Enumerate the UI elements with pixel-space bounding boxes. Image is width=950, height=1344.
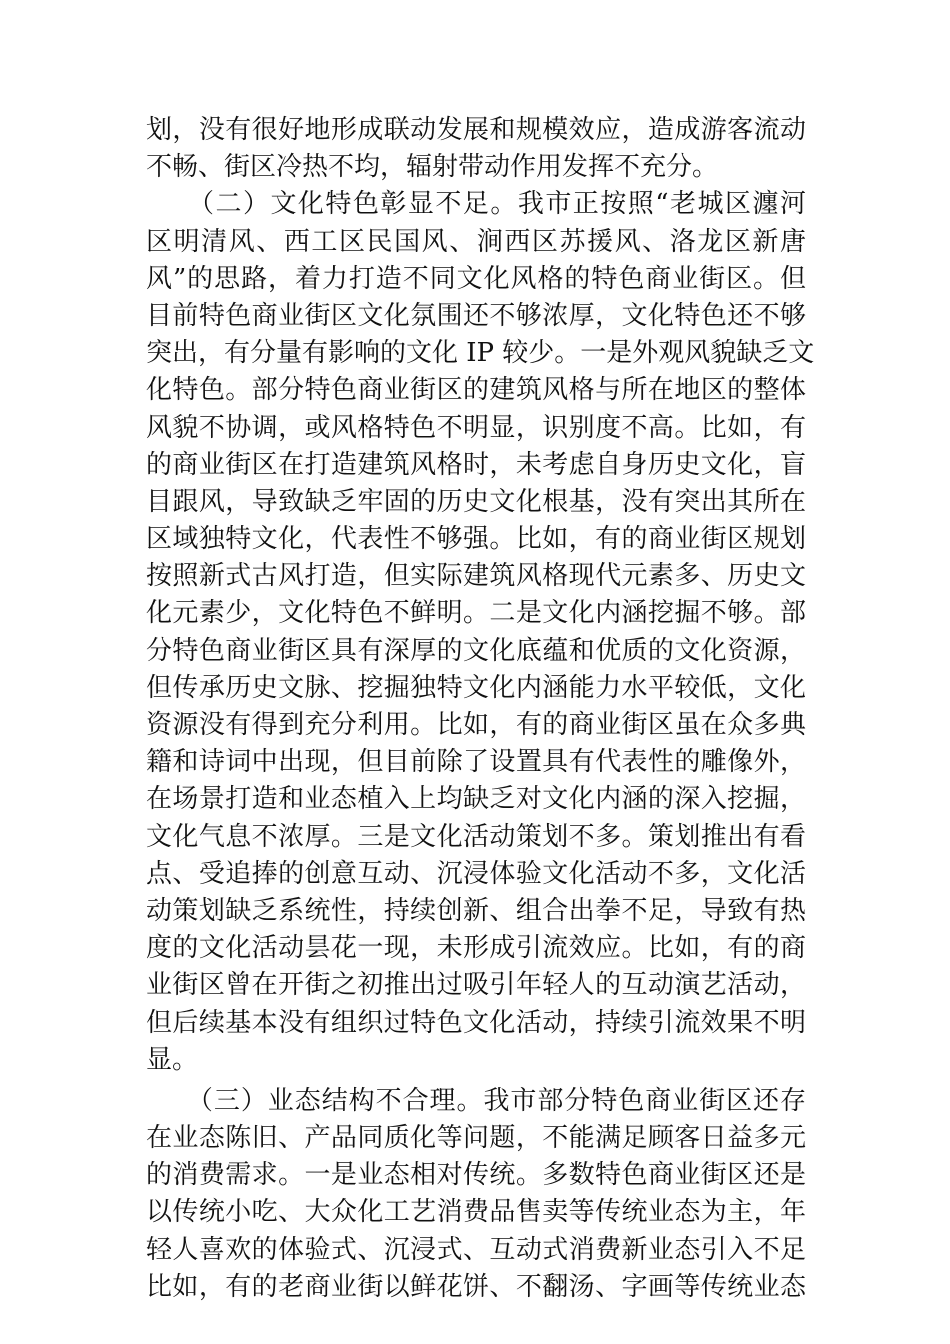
text-line: 目前特色商业街区文化氛围还不够浓厚，文化特色还不够 [146, 300, 806, 331]
body-text [146, 112, 815, 1306]
text-line: 在业态陈旧、产品同质化等问题，不能满足顾客日益多元 [146, 1123, 806, 1154]
text-line: 目跟风，导致缺乏牢固的历史文化根基，没有突出其所在 [146, 486, 806, 517]
text-line: 的商业街区在打造建筑风格时，未考虑自身历史文化，盲 [146, 449, 806, 480]
text-line: 区域独特文化，代表性不够强。比如，有的商业街区规划 [146, 524, 806, 555]
text-line: 在场景打造和业态植入上均缺乏对文化内涵的深入挖掘， [146, 784, 806, 815]
text-line: 文化气息不浓厚。三是文化活动策划不多。策划推出有看 [146, 821, 806, 852]
text-line: 化元素少，文化特色不鲜明。二是文化内涵挖掘不够。部 [146, 598, 806, 629]
text-line: 资源没有得到充分利用。比如，有的商业街区虽在众多典 [146, 710, 806, 740]
text-line: 分特色商业街区具有深厚的文化底蕴和优质的文化资源， [146, 635, 806, 666]
text-line: （三）业态结构不合理。我市部分特色商业街区还存 [146, 1085, 806, 1116]
text-line: 点、受追捧的创意互动、沉浸体验文化活动不多，文化活 [146, 858, 806, 889]
text-line: 风貌不协调，或风格特色不明显，识别度不高。比如，有 [146, 412, 806, 443]
text-line: 比如，有的老商业街以鲜花饼、不翻汤、字画等传统业态 [146, 1271, 806, 1302]
text-line: 划，没有很好地形成联动发展和规模效应，造成游客流动 [146, 115, 806, 145]
text-line: 业街区曾在开街之初推出过吸引年轻人的互动演艺活动， [146, 970, 806, 1001]
text-line: 区明清风、西工区民国风、涧西区苏援风、洛龙区新唐 [146, 226, 806, 257]
text-line: 轻人喜欢的体验式、沉浸式、互动式消费新业态引入不足 [146, 1234, 806, 1265]
text-line: 籍和诗词中出现，但目前除了设置具有代表性的雕像外， [146, 747, 806, 778]
text-line: 不畅、街区冷热不均，辐射带动作用发挥不充分。 [146, 152, 719, 183]
text-line: 按照新式古风打造，但实际建筑风格现代元素多、历史文 [146, 561, 806, 592]
text-line: 度的文化活动昙花一现，未形成引流效应。比如，有的商 [146, 933, 806, 964]
text-line: 但后续基本没有组织过特色文化活动，持续引流效果不明 [146, 1007, 806, 1038]
text-line: （二）文化特色彰显不足。我市正按照“老城区瀍河 [146, 189, 806, 220]
text-line: 以传统小吃、大众化工艺消费品售卖等传统业态为主，年 [146, 1197, 806, 1228]
text-line: 但传承历史文脉、挖掘独特文化内涵能力水平较低，文化 [146, 672, 806, 703]
text-line: 的消费需求。一是业态相对传统。多数特色商业街区还是 [146, 1160, 806, 1191]
text-line: 显。 [146, 1044, 199, 1075]
text-line: 化特色。部分特色商业街区的建筑风格与所在地区的整体 [146, 375, 806, 406]
text-line: 突出，有分量有影响的文化 IP 较少。一是外观风貌缺乏文 [146, 338, 815, 369]
text-line: 动策划缺乏系统性，持续创新、组合出拳不足，导致有热 [146, 895, 806, 926]
text-line: 风”的思路，着力打造不同文化风格的特色商业街区。但 [146, 263, 806, 294]
